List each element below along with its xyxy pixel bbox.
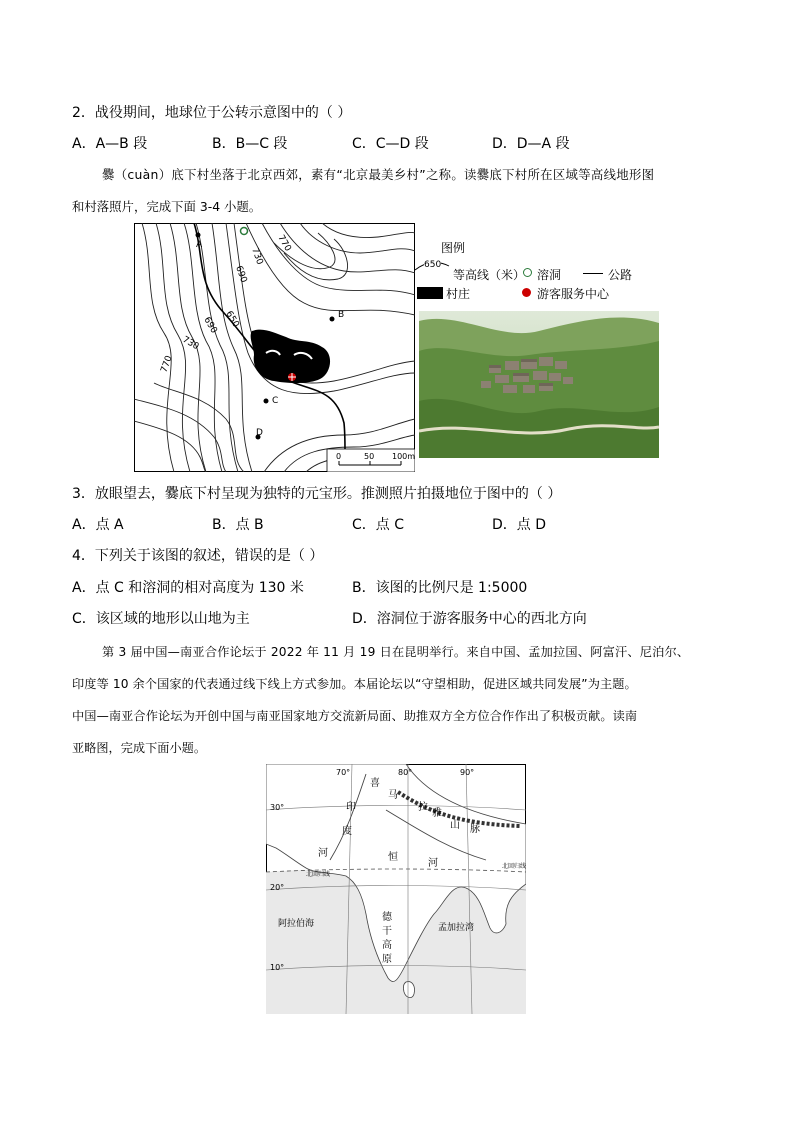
- q4-option-b: B．该图的比例尺是 1:5000: [352, 580, 528, 596]
- scale-100m: 100m: [392, 452, 415, 461]
- map-legend: [415, 236, 665, 306]
- legend-contour: 等高线（米）: [453, 268, 526, 282]
- contour-label: 730: [249, 246, 265, 267]
- deccan-label: 原: [382, 954, 392, 965]
- passage1-line2: 和村落照片，完成下面 3-4 小题。: [72, 199, 262, 214]
- q2-option-b: B．B—C 段: [212, 136, 288, 152]
- himalaya-label: 脉: [470, 824, 480, 835]
- q4-option-c: C．该区域的地形以山地为主: [72, 611, 250, 627]
- village-photo: [419, 311, 659, 458]
- longitude-label: 90°: [460, 768, 475, 777]
- tropic-label-left: 北回归线: [306, 871, 331, 878]
- himalaya-label: 马: [388, 790, 398, 801]
- legend-service: 游客服务中心: [537, 287, 610, 301]
- contour-label: 770: [159, 354, 175, 375]
- q3-option-a: A．点 A: [72, 517, 124, 533]
- contour-label: 730: [180, 334, 201, 353]
- himalaya-label: 拉: [418, 802, 428, 813]
- scale-0: 0: [336, 452, 342, 461]
- legend-contour-value: 650: [424, 260, 442, 270]
- ganges-label: 河: [428, 858, 438, 869]
- deccan-label: 高: [382, 940, 392, 951]
- road-line-icon: [583, 273, 603, 274]
- deccan-label: 干: [382, 926, 392, 937]
- longitude-label: 70°: [336, 768, 351, 777]
- scale-50: 50: [364, 452, 375, 461]
- q4-option-a: A．点 C 和溶洞的相对高度为 130 米: [72, 580, 304, 596]
- arabian-sea-label: 阿拉伯海: [278, 919, 315, 929]
- service-center-icon: [522, 288, 531, 297]
- passage2-line2: 印度等 10 余个国家的代表通过线下线上方式参加。本届论坛以“守望相助，促进区域共同发展”为主题。: [72, 677, 637, 691]
- cave-icon: [241, 228, 248, 235]
- legend-road: 公路: [608, 268, 633, 282]
- cave-icon: [523, 268, 532, 277]
- legend-title: 图例: [441, 241, 466, 255]
- latitude-label: 20°: [270, 883, 285, 892]
- contour-label: 650: [223, 309, 241, 330]
- q3-option-b: B．点 B: [212, 517, 264, 533]
- latitude-label: 10°: [270, 963, 285, 972]
- contour-label: 690: [233, 264, 249, 285]
- contour-map: [134, 223, 415, 472]
- q2-option-c: C．C—D 段: [352, 136, 429, 152]
- q2-option-a: A．A—B 段: [72, 136, 148, 152]
- legend-cave: 溶洞: [537, 268, 562, 282]
- passage2-line4: 亚略图，完成下面小题。: [72, 741, 207, 755]
- passage2-line1: 第 3 届中国—南亚合作论坛于 2022 年 11 月 19 日在昆明举行。来自中国、孟加拉国、阿富汗、尼泊尔、: [102, 645, 690, 659]
- himalaya-label: 山: [450, 820, 460, 831]
- indus-label: 度: [342, 826, 352, 837]
- point-label-a: A: [196, 240, 203, 250]
- q4-option-d: D．溶洞位于游客服务中心的西北方向: [352, 611, 587, 627]
- himalaya-label: 雅: [432, 808, 442, 819]
- contour-label: 690: [201, 315, 219, 336]
- indus-label: 河: [318, 848, 328, 859]
- q2-stem: 2．战役期间，地球位于公转示意图中的（ ）: [72, 105, 352, 121]
- deccan-label: 德: [382, 912, 392, 923]
- indus-label: 印: [346, 802, 356, 813]
- passage2-line3: 中国—南亚合作论坛为开创中国与南亚国家地方交流新局面、助推双方全方位合作作出了积极贡献。读南: [72, 709, 638, 723]
- village-swatch-icon: [417, 287, 443, 299]
- point-label-c: C: [272, 396, 279, 406]
- q3-stem: 3．放眼望去，爨底下村呈现为独特的元宝形。推测照片拍摄地位于图中的（ ）: [72, 486, 562, 502]
- point-label-b: B: [338, 310, 345, 320]
- longitude-label: 80°: [398, 768, 413, 777]
- tropic-label-right: 北回归线: [502, 863, 526, 870]
- q2-option-d: D．D—A 段: [492, 136, 570, 152]
- q4-stem: 4．下列关于该图的叙述，错误的是（ ）: [72, 548, 324, 564]
- himalaya-label: 喜: [370, 778, 380, 789]
- ganges-label: 恒: [388, 852, 398, 863]
- q3-option-d: D．点 D: [492, 517, 547, 533]
- bay-of-bengal-label: 孟加拉湾: [438, 923, 475, 933]
- south-asia-map: [266, 764, 526, 1014]
- point-label-d: D: [256, 428, 263, 438]
- legend-village: 村庄: [446, 287, 471, 301]
- q3-option-c: C．点 C: [352, 517, 405, 533]
- passage1-line1: 爨（cuàn）底下村坐落于北京西郊，素有“北京最美乡村”之称。读爨底下村所在区域等高线地形图: [102, 167, 655, 182]
- contour-label: 770: [275, 233, 293, 254]
- latitude-label: 30°: [270, 803, 285, 812]
